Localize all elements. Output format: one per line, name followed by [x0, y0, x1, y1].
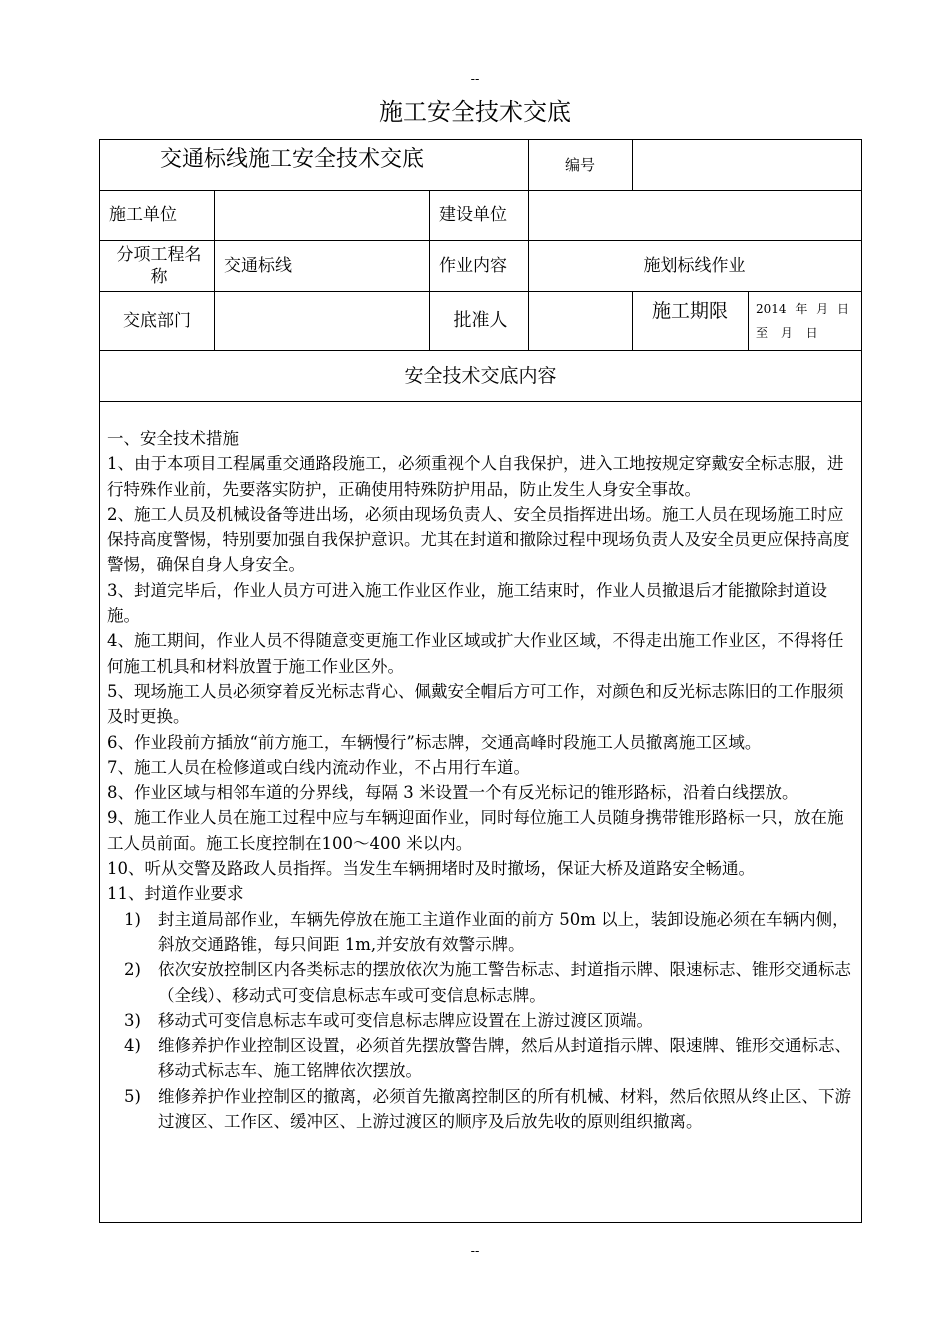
approver-label: 批准人 — [453, 309, 508, 331]
list-item: 10、听从交警及路政人员指挥。当发生车辆拥堵时及时撤场，保证大桥及道路安全畅通。 — [107, 859, 755, 879]
sub-item-number: 5) — [124, 1086, 141, 1106]
period-value — [756, 291, 861, 350]
page-bottom-marker: -- — [470, 1244, 480, 1259]
number-label: 编号 — [564, 156, 595, 174]
sub-list-item — [107, 1084, 859, 1135]
form-header-title: 交通标线施工安全技术交底 — [160, 147, 425, 172]
sub-item-number: 1) — [124, 909, 141, 929]
list-item: 3、封道完毕后，作业人员方可进入施工作业区作业，施工结束时，作业人员撤退后才能撤除封道设施。 — [107, 580, 827, 626]
grid-line — [748, 291, 749, 350]
dept-value — [214, 291, 429, 350]
period-end: 至 月 日 — [756, 325, 818, 340]
sub-item-text: 依次安放控制区内各类标志的摆放依次为施工警告标志、封道指示牌、限速标志、锥形交通标志（全线）、移动式可变信息标志车或可变信息标志牌。 — [158, 960, 851, 1005]
sub-list-item — [107, 957, 859, 1008]
work-content-value: 施划标线作业 — [643, 255, 746, 276]
period-label: 施工期限 — [651, 300, 728, 322]
construction-unit-value — [214, 190, 429, 240]
content-heading: 一、安全技术措施 — [107, 429, 239, 448]
approver-value — [528, 291, 632, 350]
grid-line — [100, 401, 861, 402]
page-top-marker: -- — [470, 72, 480, 87]
subproject-value: 交通标线 — [224, 255, 292, 276]
list-item: 7、施工人员在检修道或白线内流动作业，不占用行车道。 — [107, 757, 530, 777]
list-item: 8、作业区域与相邻车道的分界线，每隔 3 米设置一个有反光标记的锥形路标，沿着白线摆放。 — [107, 783, 799, 803]
sub-list-item — [107, 1008, 859, 1033]
sub-list-item — [107, 1033, 859, 1084]
construction-unit-label: 施工单位 — [109, 205, 177, 225]
content-body — [107, 426, 859, 1134]
list-item: 2、施工人员及机械设备等进出场，必须由现场负责人、安全员指挥进出场。施工人员在现场施工时应保持高度警惕，特别要加强自我保护意识。尤其在封道和撤除过程中现场负责人及安全员更应保持高度警惕，确保自身人身安全。 — [107, 504, 850, 575]
document-title: 施工安全技术交底 — [379, 98, 571, 126]
list-item: 5、现场施工人员必须穿着反光标志背心、佩戴安全帽后方可工作，对颜色和反光标志陈旧的工作服须及时更换。 — [107, 681, 844, 727]
builder-unit-value — [528, 190, 861, 240]
builder-unit-label: 建设单位 — [439, 205, 507, 225]
subproject-label: 分项工程名称 — [116, 244, 202, 287]
list-item: 11、封道作业要求 — [107, 884, 244, 904]
sub-item-number: 3) — [124, 1010, 141, 1030]
list-item: 4、施工期间，作业人员不得随意变更施工作业区域或扩大作业区域，不得走出施工作业区，不得将任何施工机具和材料放置于施工作业区外。 — [107, 631, 844, 676]
list-item: 1、由于本项目工程属重交通路段施工，必须重视个人自我保护，进入工地按规定穿戴安全标志服，进行特殊作业前，先要落实防护，正确使用特殊防护用品，防止发生人身安全事故。 — [107, 454, 844, 499]
sub-list-item — [107, 907, 859, 958]
sub-item-text: 移动式可变信息标志车或可变信息标志牌应设置在上游过渡区顶端。 — [158, 1010, 653, 1030]
work-content-label: 作业内容 — [439, 255, 507, 276]
content-header: 安全技术交底内容 — [404, 364, 557, 387]
sub-item-text: 维修养护作业控制区设置，必须首先摆放警告牌，然后从封道指示牌、限速牌、锥形交通标志、移动式标志车、施工铭牌依次摆放。 — [158, 1036, 851, 1081]
sub-item-number: 2) — [124, 960, 141, 980]
safety-disclosure-form — [99, 139, 862, 1223]
sub-item-text: 维修养护作业控制区的撤离，必须首先撤离控制区的所有机械、材料，然后依照从终止区、下游过渡区、工作区、缓冲区、上游过渡区的顺序及后放先收的原则组织撤离。 — [158, 1086, 851, 1132]
period-start: 2014 年 月 日 — [756, 301, 849, 316]
dept-label: 交底部门 — [123, 310, 191, 331]
sub-item-number: 4) — [124, 1036, 141, 1056]
sub-item-text: 封主道局部作业，车辆先停放在施工主道作业面的前方 50m 以上，装卸设施必须在车辆内侧，斜放交通路锥，每只间距 1m,并安放有效警示牌。 — [158, 909, 849, 954]
list-item: 9、施工作业人员在施工过程中应与车辆迎面作业，同时每位施工人员随身携带锥形路标一只，放在施工人员前面。施工长度控制在100～400 米以内。 — [107, 808, 844, 853]
number-value — [632, 140, 861, 190]
list-item: 6、作业段前方插放“前方施工，车辆慢行”标志牌，交通高峰时段施工人员撤离施工区域。 — [107, 732, 762, 752]
